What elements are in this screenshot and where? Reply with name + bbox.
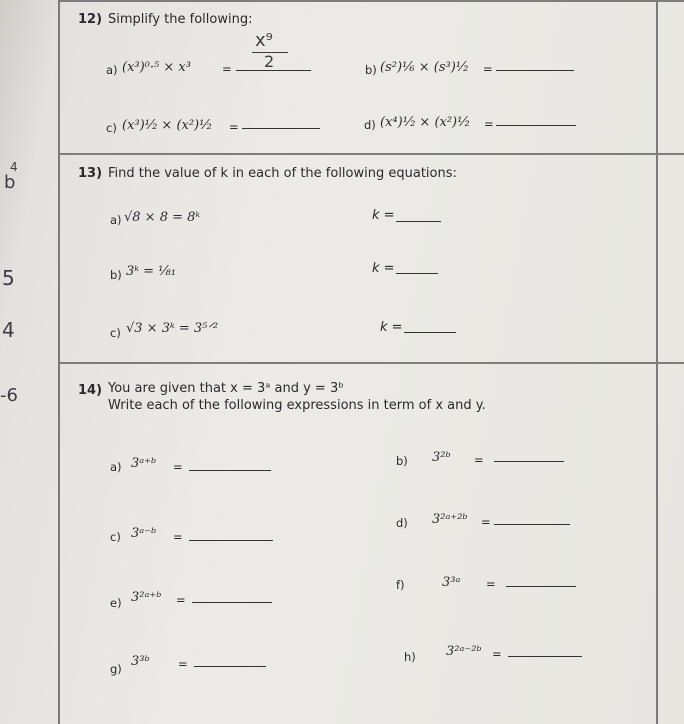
top-border-line — [60, 0, 684, 2]
handwritten-answer: x⁹ — [255, 30, 273, 51]
part-label: a) — [110, 213, 122, 227]
answer-blank[interactable] — [194, 666, 266, 667]
part-label: d) — [364, 118, 376, 132]
question-prompt: Find the value of k in each of the following equations: — [108, 166, 457, 181]
part-label: a) — [110, 460, 122, 474]
expression: 3ᵃ⁻ᵇ — [131, 526, 157, 541]
part-label: d) — [396, 516, 408, 530]
equals-sign: = — [173, 460, 183, 474]
equals-sign: = — [484, 117, 494, 131]
equals-sign: = — [222, 62, 232, 76]
equals-sign: = — [178, 657, 188, 671]
expression: 3²ᵃ⁺ᵇ — [131, 590, 162, 605]
expression: (s²)¹⁄₆ × (s³)¹⁄₂ — [380, 60, 469, 75]
equals-sign: = — [176, 593, 186, 607]
expression: (x³)¹⁄₂ × (x²)¹⁄₂ — [122, 118, 212, 133]
answer-blank[interactable] — [496, 125, 576, 126]
margin-mark: 4 — [10, 160, 18, 174]
divider-line-q13 — [60, 362, 684, 364]
margin-mark: 4 — [2, 318, 15, 342]
answer-blank[interactable] — [192, 602, 272, 603]
answer-blank[interactable] — [396, 221, 441, 222]
margin-mark: 5 — [2, 266, 15, 290]
part-label: b) — [396, 454, 408, 468]
expression: (x³)⁰·⁵ × x³ — [122, 60, 191, 75]
expression: 3ᵃ⁺ᵇ — [131, 456, 157, 471]
equation: √3 × 3ᵏ = 3⁵ᐟ² — [126, 321, 219, 336]
k-label: k = — [372, 261, 395, 276]
equals-sign: = — [474, 453, 484, 467]
equals-sign: = — [173, 530, 183, 544]
answer-blank[interactable] — [508, 656, 582, 657]
equals-sign: = — [481, 515, 491, 529]
answer-blank[interactable] — [242, 128, 320, 129]
equation: √8 × 8 = 8ᵏ — [124, 210, 201, 225]
answer-blank[interactable] — [494, 461, 564, 462]
answer-blank[interactable] — [404, 332, 456, 333]
expression: 3²ᵃ⁺²ᵇ — [432, 512, 468, 527]
question-prompt: Simplify the following: — [108, 12, 253, 27]
answer-blank[interactable] — [396, 273, 438, 274]
part-label: f) — [396, 578, 405, 592]
margin-mark: -6 — [0, 385, 18, 406]
part-label: c) — [110, 326, 121, 340]
equals-sign: = — [229, 120, 239, 134]
expression: 3³ᵃ — [442, 575, 461, 590]
equation: 3ᵏ = ¹⁄₈₁ — [126, 264, 176, 279]
expression: 3²ᵃ⁻²ᵇ — [446, 644, 482, 659]
answer-blank[interactable] — [506, 586, 576, 587]
question-prompt: You are given that x = 3ᵃ and y = 3ᵇ — [108, 381, 344, 396]
part-label: b) — [365, 63, 377, 77]
part-label: b) — [110, 268, 122, 282]
k-label: k = — [380, 320, 403, 335]
margin-mark: b — [4, 172, 16, 193]
part-label: e) — [110, 596, 122, 610]
question-prompt: Write each of the following expressions in term of x and y. — [108, 398, 486, 413]
question-number: 12) — [78, 12, 103, 27]
part-label: c) — [110, 530, 121, 544]
answer-blank[interactable] — [494, 524, 570, 525]
part-label: c) — [106, 121, 117, 135]
part-label: a) — [106, 63, 118, 77]
handwritten-answer: 2 — [264, 52, 275, 71]
answer-blank[interactable] — [189, 540, 273, 541]
equals-sign: = — [492, 647, 502, 661]
expression: 3³ᵇ — [131, 654, 150, 669]
expression: 3²ᵇ — [432, 450, 451, 465]
part-label: g) — [110, 662, 122, 676]
answer-blank[interactable] — [189, 470, 271, 471]
k-label: k = — [372, 208, 395, 223]
question-number: 14) — [78, 383, 103, 398]
part-label: h) — [404, 650, 416, 664]
equals-sign: = — [486, 577, 496, 591]
divider-line-q12 — [60, 153, 684, 155]
equals-sign: = — [483, 62, 493, 76]
question-number: 13) — [78, 166, 103, 181]
expression: (x⁴)¹⁄₂ × (x²)¹⁄₂ — [380, 115, 470, 130]
answer-blank[interactable] — [496, 70, 574, 71]
